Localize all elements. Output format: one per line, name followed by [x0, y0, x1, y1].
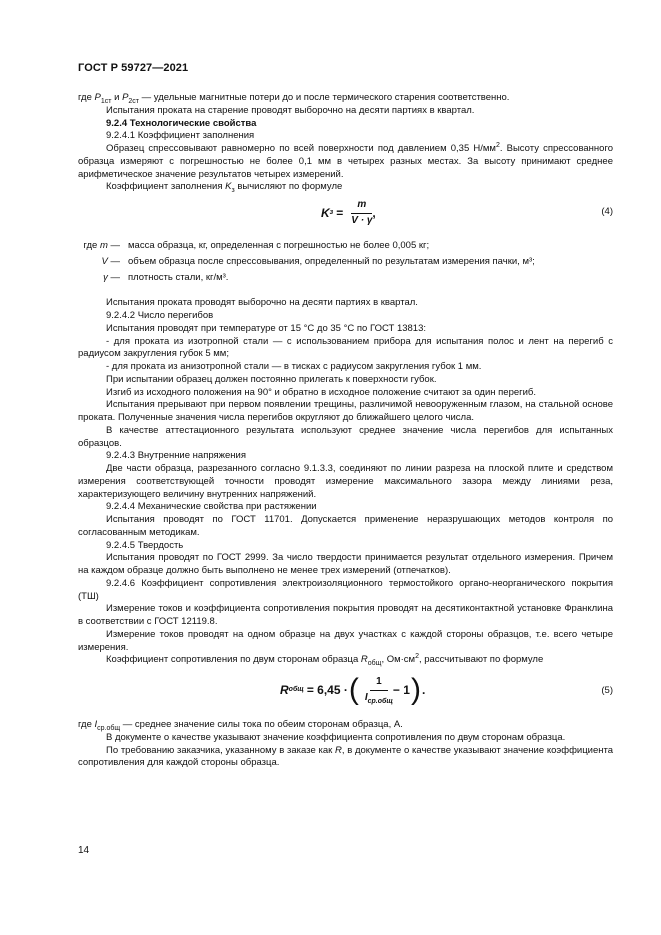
- paragraph: Измерение токов проводят на одном образце на двух участках с каждой стороны образцов, т.е. всего четыре измерения.: [78, 628, 613, 653]
- formula-5: R общ = 6,45 · ( $\frac{1}{I_{ср.общ}}$ − 1 ) . (5): [280, 673, 613, 706]
- paragraph: Испытания проката проводят выборочно на десяти партиях в квартал.: [106, 297, 418, 309]
- subsection-heading: 9.2.4.3 Внутренние напряжения: [106, 450, 246, 462]
- variable-definitions: [78, 240, 613, 284]
- document-body: [78, 92, 613, 770]
- list-item: - для проката из анизотропной стали — в тисках с радиусом закругления губок 1 мм.: [106, 361, 482, 372]
- paragraph: Испытания проката на старение проводят выборочно на десяти партиях в квартал.: [106, 104, 475, 116]
- paragraph: При испытании образец должен постоянно прилегать к поверхности губок.: [106, 373, 437, 385]
- paragraph: Испытания проводят по ГОСТ 11701. Допускается применение неразрушающих методов контроля по согласованным методикам.: [78, 514, 613, 538]
- definition-row: γ — плотность стали, кг/м³.: [103, 271, 229, 283]
- subsection-heading: 9.2.4.5 Твердость: [106, 539, 184, 551]
- formula-4: K з = $\frac{m}{V \cdot \gamma}$ , (4): [321, 199, 613, 226]
- list-item: - для проката из изотропной стали — с использованием прибора для испытания полос и лент на перегиб с радиусом закругления губок 5 мм;: [78, 335, 613, 360]
- fraction: $\frac{m}{V \cdot \gamma}$: [351, 199, 373, 226]
- definition-row: где m — масса образца, кг, определенная с погрешностью не более 0,005 кг;: [83, 240, 430, 251]
- paragraph: Испытания прерывают при первом появлении трещины, различимой невооруженным глазом, на стальной основе проката. Полученные значения числа перегибов округляют до ближайшего целого числа.: [78, 399, 613, 423]
- paragraph: где $P_{1ст}$ и $P_{2ст}$ — удельные магнитные потери до и после термического старения соответственно.: [78, 92, 510, 105]
- definition-row: V — объем образца после спрессовывания, определенный по результатам измерения пачки, м³;: [101, 255, 535, 267]
- paragraph: В качестве аттестационного результата используют среднее значение числа перегибов для испытанных образцов.: [78, 424, 613, 449]
- paragraph: По требованию заказчика, указанному в заказе как R, в документе о качестве указывают значение коэффициента сопротивления для каждой стороны образца.: [78, 744, 613, 769]
- paragraph: Испытания проводят при температуре от 15 °С до 35 °С по ГОСТ 13813:: [106, 322, 426, 334]
- subsection-heading: 9.2.4.1 Коэффициент заполнения: [106, 130, 255, 142]
- formula-number: (5): [601, 685, 613, 696]
- paragraph: Образец спрессовывают равномерно по всей поверхности под давлением 0,35 $Н/мм^2$. Высоту спрессованного образца измеряют с погрешностью не более 0,1 мм в четырех разных местах. За высоту принимают среднее арифметическое значение результатов четырех измерений.: [78, 141, 613, 180]
- subsection-heading: 9.2.4.4 Механические свойства при растяжении: [106, 501, 317, 513]
- paragraph: Изгиб из исходного положения на 90° и обратно в исходное положение считают за один перегиб.: [106, 386, 536, 398]
- paragraph: где $I_{ср.общ}$ — среднее значение силы тока по обеим сторонам образца, А.: [78, 719, 403, 732]
- document-header: ГОСТ Р 59727—2021: [78, 62, 189, 74]
- formula-number: (4): [601, 206, 613, 217]
- subsection-heading: 9.2.4.2 Число перегибов: [106, 310, 214, 321]
- paragraph: В документе о качестве указывают значение коэффициента сопротивления по двум сторонам образца.: [106, 731, 566, 743]
- paragraph: Две части образца, разрезанного согласно 9.1.3.3, соединяют по линии разреза на плоской плите и средством измерения соответствующей точности проводят измерение максимального зазора между линиями реза, характеризующего величину внутренних напряжений.: [78, 463, 613, 500]
- paragraph: Измерение токов и коэффициента сопротивления покрытия проводят на десятиконтактной установке Франклина в соответствии с ГОСТ 12119.8.: [78, 603, 613, 627]
- subsection-heading: 9.2.4.6 Коэффициент сопротивления электроизоляционного термостойкого органо-неорганического покрытия (ТШ): [78, 577, 613, 602]
- paragraph: Коэффициент заполнения $K_з$ вычисляют по формуле: [106, 181, 343, 195]
- paragraph: Коэффициент сопротивления по двум сторонам образца $R_{общ}$, $Ом\cdot см^2$, рассчитывают по формуле: [106, 653, 544, 668]
- fraction: $\frac{1}{I_{ср.общ}}$: [364, 675, 393, 705]
- section-heading: 9.2.4 Технологические свойства: [106, 117, 257, 129]
- paragraph: Испытания проводят по ГОСТ 2999. За число твердости принимается результат отдельного измерения. Причем на каждом образце должно быть выполнено не менее трех измерений (отпечатков).: [78, 552, 613, 576]
- page-number: 14: [78, 845, 90, 856]
